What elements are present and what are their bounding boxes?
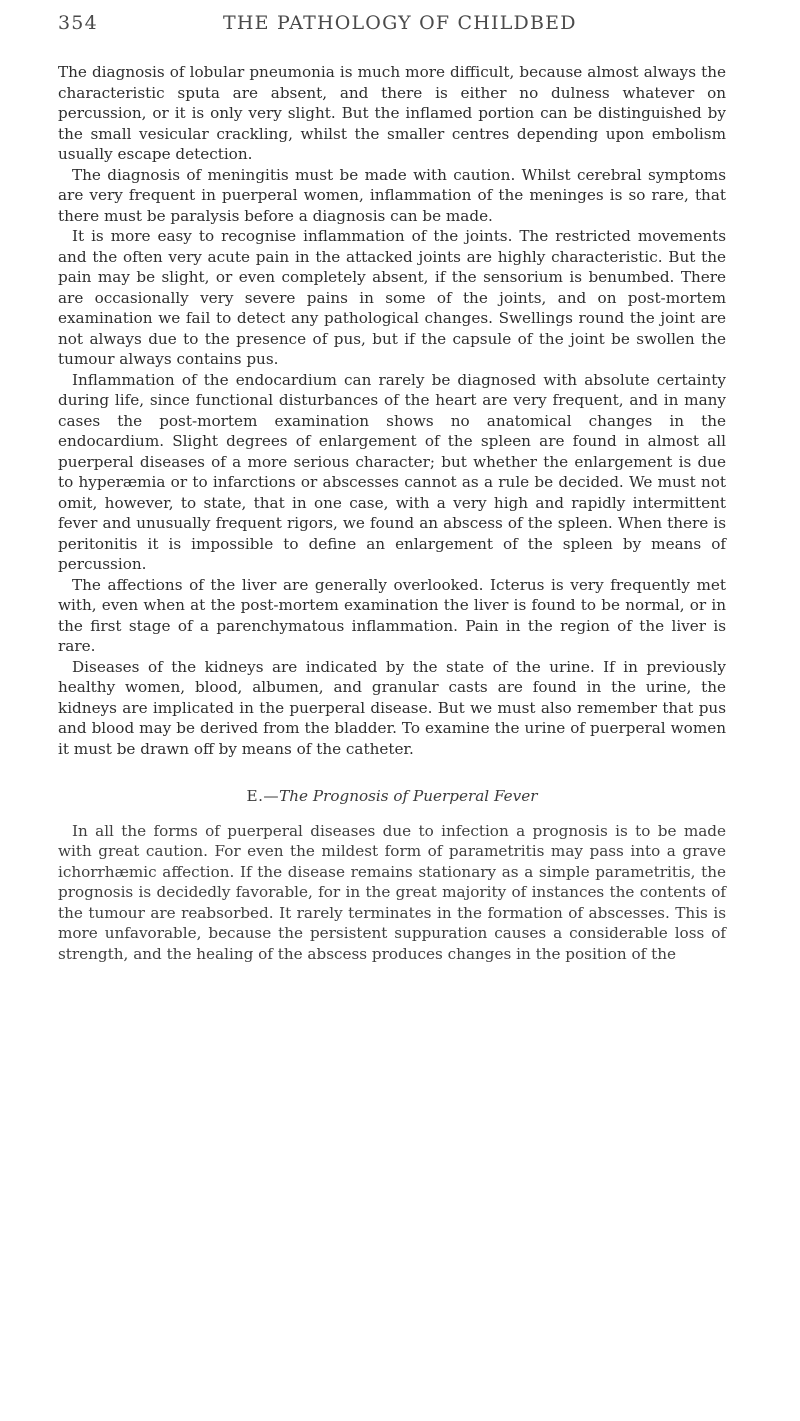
paragraph-prognosis: In all the forms of puerperal diseases due to infection a prognosis is to be made with great caution. For even the mildest form of parametritis may pass into a grave ichorrhæmic affection. If the disease remains stationary as a simple parametritis, the prognosis is decidedly favorable, for in the great majority of instances the contents of the tumour are reabsorbed. It rarely terminates in the formation of abscesses. This is more unfavorable, because the persistent suppuration causes a considerable loss of strength, and the healing of the abscess produces changes in the position of the (58, 821, 726, 963)
running-title: THE PATHOLOGY OF CHILDBED (223, 12, 577, 34)
paragraph-joint-inflammation: It is more easy to recognise inflammation of the joints. The restricted movements and the often very acute pain in the attacked joints are highly characteristic. But the pain may be slight, or even completely absent, if the sensorium is benumbed. There are occasionally very severe pains in some of the joints, and on post-mortem examination we fail to detect any pathological changes. Swellings round the joint are not always due to the presence of pus, but if the capsule of the joint be swollen the tumour always contains pus. (58, 227, 726, 368)
paragraph-kidneys: Diseases of the kidneys are indicated by the state of the urine. If in previously healthy women, blood, albumen, and granular casts are found in the urine, the kidneys are implicated in the puerperal disease. But we must also remember that pus and blood may be derived from the bladder. To examine the urine of puerperal women it must be drawn off by means of the catheter. (58, 657, 726, 758)
paragraph-lobular-pneumonia: The diagnosis of lobular pneumonia is much more difficult, because almost always the characteristic sputa are absent, and there is either no dulness whatever on percussion, or it is only very slight. But the inflamed portion can be distinguished by the small vesicular crackling, whilst the smaller centres depending upon embolism usually escape detection. (58, 63, 726, 163)
page-number: 354 (58, 12, 98, 34)
paragraph-meningitis: The diagnosis of meningitis must be made with caution. Whilst cerebral symptoms are very frequent in puerperal women, inflammation of the meninges is so rare, that there must be paralysis before a diagnosis can be made. (58, 165, 726, 225)
paragraph-endocardium-spleen: Inflammation of the endocardium can rarely be diagnosed with absolute certainty during life, since functional disturbances of the heart are very frequent, and in many cases the post-mortem examination shows no anatomical changes in the endocardium. Slight degrees of enlargement of the spleen are found in almost all puerperal diseases of a more serious character; but whether the enlargement is due to hyperæmia or to infarctions or abscesses cannot as a rule be decided. We must not omit, however, to state, that in one case, with a very high and rapidly intermittent fever and unusually frequent rigors, we found an abscess of the spleen. When there is peritonitis it is impossible to define an enlargement of the spleen by means of percussion. (58, 370, 726, 573)
body-text (58, 62, 726, 964)
section-title: The Prognosis of Puerperal Fever (279, 787, 538, 805)
running-header (58, 12, 708, 38)
paragraph-liver: The affections of the liver are generally overlooked. Icterus is very frequently met with, even when at the post-mortem examination the liver is found to be normal, or in the first stage of a parenchymatous inflammation. Pain in the region of the liver is rare. (58, 575, 726, 655)
section-letter: E.— (246, 787, 280, 805)
section-heading (58, 786, 726, 807)
